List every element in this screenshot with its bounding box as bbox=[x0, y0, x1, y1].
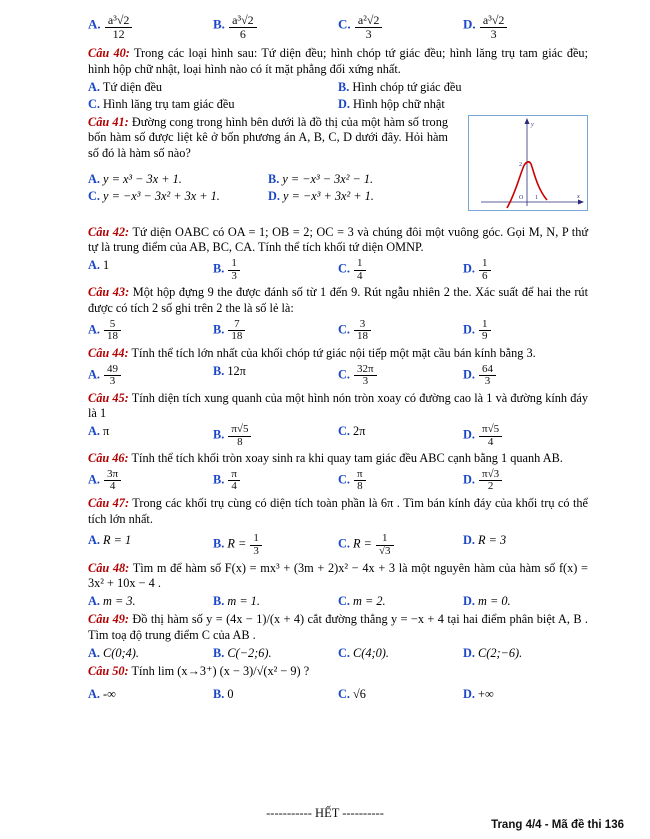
option-b[interactable] bbox=[213, 258, 338, 282]
option-letter: B. bbox=[213, 16, 225, 32]
question-42-head bbox=[88, 225, 588, 256]
option-letter: B. bbox=[268, 171, 280, 186]
question-44 bbox=[88, 346, 588, 388]
question-label: Câu 47: bbox=[88, 496, 130, 510]
fraction-denominator: 18 bbox=[231, 330, 243, 343]
option-b[interactable] bbox=[213, 687, 338, 702]
question-label: Câu 45: bbox=[88, 390, 129, 405]
option-d[interactable] bbox=[463, 258, 588, 282]
fraction-denominator: 4 bbox=[109, 480, 116, 493]
fraction-numerator: 5 bbox=[104, 319, 121, 332]
option-b[interactable] bbox=[338, 80, 588, 95]
option-letter: C. bbox=[338, 687, 350, 702]
option-c[interactable] bbox=[338, 258, 463, 282]
option-letter: D. bbox=[463, 645, 475, 660]
option-value: y = −x³ − 3x² − 1. bbox=[282, 171, 374, 186]
option-letter: C. bbox=[338, 367, 350, 382]
fraction-numerator: 1 bbox=[376, 533, 394, 546]
fraction-numerator: a³√2 bbox=[105, 14, 133, 28]
option-d[interactable] bbox=[268, 189, 448, 204]
option-a[interactable] bbox=[88, 469, 213, 493]
fraction-numerator: a²√2 bbox=[355, 14, 383, 28]
fraction bbox=[479, 319, 491, 343]
fraction bbox=[354, 469, 366, 493]
option-a[interactable] bbox=[88, 14, 213, 40]
fraction bbox=[354, 364, 377, 388]
question-48-options bbox=[88, 594, 588, 609]
option-letter: D. bbox=[338, 96, 350, 111]
option-d[interactable] bbox=[463, 687, 588, 702]
option-value: π bbox=[103, 424, 110, 439]
option-letter: B. bbox=[213, 363, 225, 378]
question-41 bbox=[88, 115, 588, 215]
question-50 bbox=[88, 664, 588, 703]
option-d[interactable] bbox=[463, 319, 588, 343]
fraction bbox=[228, 319, 245, 343]
cubic-graph-figure bbox=[468, 115, 588, 211]
option-value: m = 2. bbox=[353, 594, 386, 609]
fraction-denominator: 8 bbox=[237, 435, 243, 448]
option-value: 12π bbox=[227, 363, 246, 378]
fraction-denominator: 4 bbox=[357, 269, 363, 282]
page-number: Trang 4/4 - Mã đề thi 136 bbox=[491, 819, 624, 831]
fraction bbox=[228, 258, 240, 282]
option-b[interactable] bbox=[213, 424, 338, 448]
fraction bbox=[250, 533, 262, 557]
option-c[interactable] bbox=[338, 533, 463, 557]
option-value: C(4;0). bbox=[353, 645, 389, 660]
fraction bbox=[228, 469, 240, 493]
option-letter: A. bbox=[88, 322, 100, 337]
fraction-denominator: 12 bbox=[112, 26, 125, 41]
question-43-head bbox=[88, 285, 588, 316]
option-d[interactable] bbox=[463, 594, 588, 609]
question-text: Đồ thị hàm số y = (4x − 1)/(x + 4) cắt đường thẳng y = −x + 4 tại hai điểm phân biệt A, B . Tìm toạ độ trung điểm C của AB . bbox=[88, 612, 589, 642]
fraction bbox=[480, 14, 508, 40]
fraction-denominator: 4 bbox=[487, 435, 494, 448]
option-letter: B. bbox=[213, 472, 225, 487]
fraction-numerator: π bbox=[228, 469, 240, 482]
option-value: m = 3. bbox=[103, 594, 136, 609]
fraction-numerator: 1 bbox=[479, 258, 491, 271]
option-letter: C. bbox=[338, 472, 350, 487]
option-letter: D. bbox=[463, 472, 475, 487]
option-letter: A. bbox=[88, 367, 100, 382]
option-letter: B. bbox=[213, 536, 225, 551]
option-letter: C. bbox=[88, 188, 100, 203]
question-40-options-2 bbox=[88, 97, 588, 112]
question-49 bbox=[88, 612, 588, 660]
option-value: m = 0. bbox=[478, 594, 511, 609]
option-letter: B. bbox=[213, 594, 225, 609]
option-letter: D. bbox=[463, 427, 475, 442]
question-label: Câu 49: bbox=[88, 612, 129, 627]
fraction bbox=[104, 469, 121, 493]
fraction-numerator: 7 bbox=[228, 319, 245, 332]
option-b[interactable] bbox=[268, 172, 448, 187]
question-label: Câu 43: bbox=[88, 285, 130, 300]
fraction-numerator: 64 bbox=[479, 364, 496, 377]
question-44-head bbox=[88, 346, 588, 362]
question-label: Câu 50: bbox=[88, 663, 129, 678]
question-43-options bbox=[88, 319, 588, 343]
option-letter: A. bbox=[88, 424, 100, 439]
option-letter: D. bbox=[463, 367, 475, 382]
question-45-head bbox=[88, 391, 588, 422]
svg-text:x: x bbox=[577, 193, 580, 200]
option-value: C(−2;6). bbox=[227, 645, 272, 660]
fraction-numerator: 1 bbox=[479, 319, 491, 332]
fraction bbox=[104, 364, 121, 388]
question-label: Câu 42: bbox=[88, 224, 130, 239]
option-value: y = −x³ − 3x² + 3x + 1. bbox=[103, 188, 220, 203]
option-letter: B. bbox=[213, 322, 225, 337]
fraction-numerator: a³√2 bbox=[480, 14, 508, 28]
option-a[interactable] bbox=[88, 364, 213, 388]
fraction-denominator: 3 bbox=[362, 375, 369, 388]
option-d[interactable] bbox=[463, 533, 588, 557]
option-letter: A. bbox=[88, 258, 100, 273]
fraction bbox=[105, 14, 133, 40]
option-value: m = 1. bbox=[227, 594, 260, 609]
option-letter: C. bbox=[338, 16, 351, 32]
option-value: 0 bbox=[227, 687, 234, 702]
fraction-denominator: 3 bbox=[484, 375, 491, 388]
fraction-numerator: 32π bbox=[354, 364, 377, 377]
option-letter: D. bbox=[463, 16, 476, 32]
option-value: y = −x³ + 3x² + 1. bbox=[283, 188, 374, 203]
option-letter: D. bbox=[463, 261, 475, 276]
question-label: Câu 46: bbox=[88, 451, 129, 466]
option-c[interactable] bbox=[338, 319, 463, 343]
fraction bbox=[355, 14, 383, 40]
option-letter: A. bbox=[88, 645, 100, 660]
svg-text:1: 1 bbox=[535, 194, 538, 201]
svg-text:y: y bbox=[531, 121, 534, 128]
option-value: +∞ bbox=[478, 687, 494, 702]
fraction-denominator: 3 bbox=[231, 269, 237, 282]
question-46-head bbox=[88, 451, 588, 467]
question-41-options bbox=[88, 172, 448, 187]
option-d[interactable] bbox=[463, 14, 588, 40]
option-letter: C. bbox=[88, 96, 100, 111]
option-d[interactable] bbox=[463, 646, 588, 661]
option-c[interactable] bbox=[88, 189, 268, 204]
question-text: Trong các loại hình sau: Tứ diện đều; hình chóp tứ giác đều; hình lăng trụ tam giác đều; hình hộp chữ nhật, loại hình nào có ít mặt phẳng đối xứng nhất. bbox=[88, 46, 588, 76]
question-47-head bbox=[88, 496, 588, 527]
option-a[interactable] bbox=[88, 172, 268, 187]
svg-text:2: 2 bbox=[519, 161, 522, 168]
svg-text:O: O bbox=[519, 194, 524, 201]
question-text: Tính diện tích xung quanh của một hình nón tròn xoay có đường cao là 1 và đường kính đáy là 1 bbox=[88, 390, 589, 421]
option-value: Hình chóp tứ giác đều bbox=[352, 79, 462, 94]
fraction-denominator: 18 bbox=[357, 330, 369, 343]
fraction bbox=[104, 319, 121, 343]
fraction-denominator: 8 bbox=[357, 480, 363, 493]
option-letter: A. bbox=[88, 171, 100, 186]
cubic-graph-svg bbox=[469, 116, 587, 210]
option-value: R = 1 bbox=[103, 533, 132, 548]
option-letter: B. bbox=[213, 687, 225, 702]
option-letter: B. bbox=[213, 427, 225, 442]
option-b[interactable] bbox=[213, 469, 338, 493]
option-d[interactable] bbox=[338, 97, 588, 112]
option-prefix: R = bbox=[227, 536, 250, 551]
top-options-row bbox=[88, 14, 588, 40]
question-40-options bbox=[88, 80, 588, 95]
question-text: Tìm m để hàm số F(x) = mx³ + (3m + 2)x² − 4x + 3 là một nguyên hàm của hàm số f(x) = 3x² + 10x − 4 . bbox=[88, 560, 588, 591]
option-c[interactable] bbox=[338, 646, 463, 661]
question-text: Trong các khối trụ cùng có diện tích toàn phần là 6π . Tìm bán kính đáy của khối trụ có thể tích lớn nhất. bbox=[88, 496, 589, 526]
option-c[interactable] bbox=[88, 97, 338, 112]
option-letter: C. bbox=[338, 594, 350, 609]
fraction-denominator: 6 bbox=[239, 26, 246, 41]
fraction bbox=[229, 14, 257, 40]
option-value: -∞ bbox=[103, 687, 116, 702]
fraction bbox=[376, 533, 394, 557]
question-label: Câu 44: bbox=[88, 345, 129, 360]
fraction-denominator: 4 bbox=[231, 480, 237, 493]
option-letter: B. bbox=[338, 79, 350, 94]
question-40-head bbox=[88, 46, 588, 77]
question-48-head bbox=[88, 561, 588, 592]
question-45 bbox=[88, 391, 588, 449]
fraction-denominator: 18 bbox=[107, 330, 119, 343]
fraction bbox=[354, 258, 366, 282]
option-c[interactable] bbox=[338, 424, 463, 448]
fraction-numerator: a³√2 bbox=[229, 14, 257, 28]
question-40 bbox=[88, 46, 588, 111]
question-45-options bbox=[88, 424, 588, 448]
question-text: Tính thể tích lớn nhất của khối chóp tứ giác nội tiếp một mặt cầu bán kính bằng 3. bbox=[131, 345, 536, 360]
option-value: √6 bbox=[353, 687, 366, 702]
option-value: y = x³ − 3x + 1. bbox=[103, 171, 182, 186]
option-value: Hình lăng trụ tam giác đều bbox=[103, 96, 235, 111]
question-text: Tính thể tích khối tròn xoay sinh ra khi quay tam giác đều ABC cạnh bằng 1 quanh AB. bbox=[131, 451, 563, 466]
option-c[interactable] bbox=[338, 14, 463, 40]
question-41-options-2 bbox=[88, 189, 448, 204]
fraction-numerator: π√5 bbox=[228, 424, 251, 437]
question-label: Câu 41: bbox=[88, 114, 129, 129]
fraction bbox=[479, 258, 491, 282]
option-value: R = 3 bbox=[478, 533, 507, 548]
option-c[interactable] bbox=[338, 364, 463, 388]
option-c[interactable] bbox=[338, 687, 463, 702]
option-letter: B. bbox=[213, 261, 225, 276]
question-49-head bbox=[88, 612, 588, 643]
fraction bbox=[479, 364, 496, 388]
question-text: Tính lim (x→3⁺) (x − 3)/√(x² − 9) ? bbox=[131, 663, 310, 678]
fraction-denominator: 3 bbox=[253, 545, 259, 558]
option-a[interactable] bbox=[88, 80, 338, 95]
option-b[interactable] bbox=[213, 14, 338, 40]
option-letter: C. bbox=[338, 261, 350, 276]
option-value: C(0;4). bbox=[103, 645, 139, 660]
fraction-numerator: 1 bbox=[228, 258, 240, 271]
question-text: Một hộp đựng 9 the được đánh số từ 1 đến 9. Rút ngẫu nhiên 2 the. Xác suất để hai the rút được có tích 2 số ghi trên 2 the là số lẻ là: bbox=[88, 285, 588, 315]
option-b[interactable] bbox=[213, 364, 338, 388]
question-text: Tứ diện OABC có OA = 1; OB = 2; OC = 3 và chúng đôi một vuông góc. Gọi M, N, P thứ tự là trung điểm của AB, BC, CA. Tính thể tích khối tứ diện OMNP. bbox=[88, 224, 589, 255]
option-d[interactable] bbox=[463, 364, 588, 388]
option-letter: C. bbox=[338, 322, 350, 337]
option-a[interactable] bbox=[88, 646, 213, 661]
option-a[interactable] bbox=[88, 533, 213, 557]
option-b[interactable] bbox=[213, 594, 338, 609]
end-marker: ----------- HẾT ---------- bbox=[266, 806, 384, 820]
fraction-denominator: 3 bbox=[109, 375, 116, 388]
fraction bbox=[354, 319, 371, 343]
question-46 bbox=[88, 451, 588, 493]
option-value: 1 bbox=[103, 258, 110, 273]
question-43 bbox=[88, 285, 588, 343]
option-b[interactable] bbox=[213, 646, 338, 661]
option-letter: C. bbox=[338, 424, 350, 439]
fraction-numerator: 49 bbox=[104, 364, 121, 377]
fraction-numerator: 3 bbox=[354, 319, 371, 332]
option-prefix: R = bbox=[353, 536, 376, 551]
page-content bbox=[88, 14, 588, 705]
question-44-options bbox=[88, 364, 588, 388]
fraction-denominator: 3 bbox=[490, 26, 497, 41]
question-48 bbox=[88, 561, 588, 609]
fraction-numerator: π√5 bbox=[479, 424, 502, 437]
option-letter: A. bbox=[88, 533, 100, 548]
question-46-options bbox=[88, 469, 588, 493]
option-a[interactable] bbox=[88, 319, 213, 343]
question-42 bbox=[88, 225, 588, 283]
option-letter: D. bbox=[463, 687, 475, 702]
option-a[interactable] bbox=[88, 687, 213, 702]
question-47-options bbox=[88, 533, 588, 557]
fraction-denominator: 2 bbox=[487, 480, 494, 493]
question-50-head bbox=[88, 664, 588, 680]
question-47 bbox=[88, 496, 588, 558]
option-letter: D. bbox=[463, 594, 475, 609]
option-letter: B. bbox=[213, 645, 225, 660]
fraction-denominator: 6 bbox=[482, 269, 488, 282]
option-letter: A. bbox=[88, 79, 100, 94]
fraction-numerator: 1 bbox=[354, 258, 366, 271]
fraction-denominator: 3 bbox=[365, 26, 372, 41]
option-a[interactable] bbox=[88, 594, 213, 609]
option-letter: A. bbox=[88, 687, 100, 702]
option-letter: A. bbox=[88, 16, 101, 32]
question-41-head bbox=[88, 115, 448, 162]
option-d[interactable] bbox=[463, 424, 588, 448]
question-49-options bbox=[88, 646, 588, 661]
option-value: Tứ diện đều bbox=[102, 79, 163, 94]
option-d[interactable] bbox=[463, 469, 588, 493]
option-letter: D. bbox=[268, 188, 280, 203]
option-b[interactable] bbox=[213, 319, 338, 343]
fraction-numerator: 1 bbox=[250, 533, 262, 546]
option-c[interactable] bbox=[338, 469, 463, 493]
fraction-numerator: π√3 bbox=[479, 469, 502, 482]
fraction-numerator: 3π bbox=[104, 469, 121, 482]
option-a[interactable] bbox=[88, 258, 213, 282]
fraction-denominator: 9 bbox=[482, 330, 488, 343]
question-label: Câu 48: bbox=[88, 560, 130, 575]
fraction bbox=[479, 424, 502, 448]
question-text: Đường cong trong hình bên dưới là đồ thị của một hàm số trong bốn hàm số được liệt kê ở bốn phương án A, B, C, D dưới đây. Hỏi hàm số đó là hàm số nào? bbox=[88, 114, 449, 161]
option-b[interactable] bbox=[213, 533, 338, 557]
fraction-numerator: π bbox=[354, 469, 366, 482]
option-value: 2π bbox=[353, 424, 366, 439]
option-value: C(2;−6). bbox=[478, 645, 523, 660]
question-50-options bbox=[88, 687, 588, 702]
option-letter: C. bbox=[338, 645, 350, 660]
option-c[interactable] bbox=[338, 594, 463, 609]
question-42-options bbox=[88, 258, 588, 282]
question-label: Câu 40: bbox=[88, 46, 130, 61]
fraction bbox=[228, 424, 251, 448]
fraction bbox=[479, 469, 502, 493]
option-letter: C. bbox=[338, 536, 350, 551]
option-letter: A. bbox=[88, 472, 100, 487]
fraction-denominator: √3 bbox=[379, 545, 391, 558]
option-letter: D. bbox=[463, 322, 475, 337]
option-a[interactable] bbox=[88, 424, 213, 448]
option-value: Hình hộp chữ nhật bbox=[353, 96, 445, 111]
option-letter: D. bbox=[463, 533, 475, 548]
option-letter: A. bbox=[88, 594, 100, 609]
